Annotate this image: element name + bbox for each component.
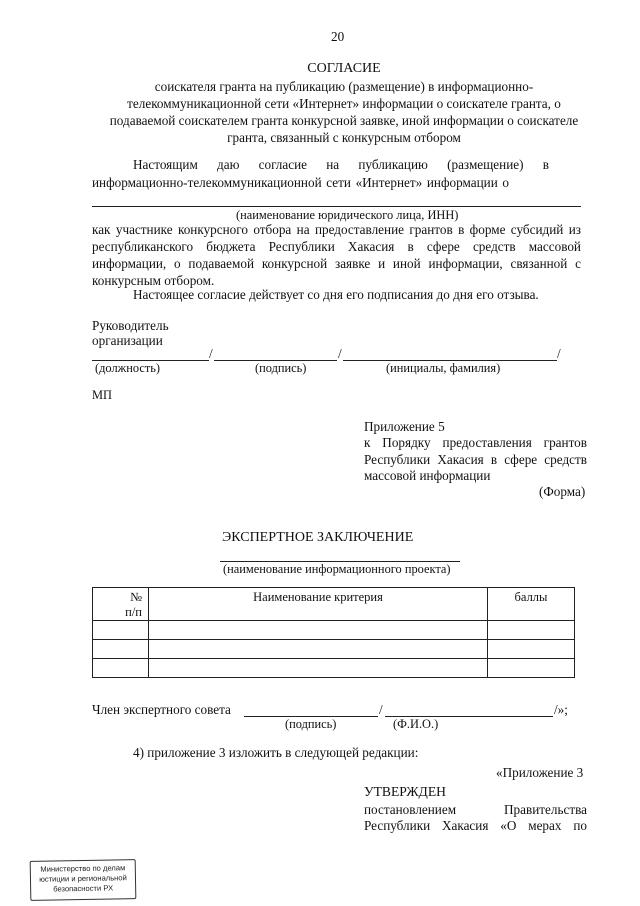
- amendment-text: 4) приложение 3 изложить в следующей редакции:: [133, 745, 419, 760]
- table-cell[interactable]: [488, 659, 575, 678]
- table-cell[interactable]: [149, 659, 488, 678]
- word: Республики: [364, 818, 431, 833]
- table-cell[interactable]: [488, 621, 575, 640]
- project-caption: (наименование информационного проекта): [223, 562, 451, 576]
- consent-body-line-2: информационно-телекоммуникационной сети «Интернет» информации о: [92, 175, 509, 190]
- table-cell[interactable]: [149, 640, 488, 659]
- member-label: Член экспертного совета: [92, 702, 231, 717]
- consent-subtitle-line-1: соискателя гранта на публикацию (размещение) в информационно-: [154, 79, 534, 94]
- table-row: [93, 621, 575, 640]
- table-cell[interactable]: [93, 621, 149, 640]
- appendix3-line-1: [364, 802, 587, 818]
- word: согласие: [258, 157, 308, 172]
- consent-subtitle-line-2: телекоммуникационной сети «Интернет» информации о соискателе гранта, о: [127, 96, 561, 111]
- word: Правительства: [504, 802, 587, 817]
- appendix3-line-2: [364, 818, 587, 834]
- table-cell[interactable]: [93, 640, 149, 659]
- word: (размещение): [447, 157, 524, 172]
- appendix5-form-label: (Форма): [539, 484, 586, 499]
- head-label-2: организации: [92, 333, 163, 348]
- consent-body-cont-line-4: конкурсным отбором.: [92, 273, 215, 288]
- closing-mark: /»;: [554, 702, 568, 717]
- consent-body-cont-line-3: информации, о подаваемой конкурсной заявке и иной информации, связанной с: [92, 256, 581, 271]
- table-row: [93, 640, 575, 659]
- seal-place-label: МП: [92, 388, 112, 402]
- separator: /: [338, 346, 342, 361]
- table-cell[interactable]: [149, 621, 488, 640]
- separator: /: [379, 702, 383, 717]
- word: на: [326, 157, 340, 172]
- caption-initials: (инициалы, фамилия): [386, 361, 501, 375]
- consent-body-cont-line-2: республиканского бюджета Республики Хакасия в сфере средств массовой: [92, 239, 581, 254]
- appendix5-line-1: к Порядку предоставления грантов: [364, 435, 587, 450]
- word: в: [542, 157, 549, 172]
- caption-position: (должность): [95, 361, 161, 375]
- ministry-stamp: [30, 859, 137, 901]
- expert-title: ЭКСПЕРТНОЕ ЗАКЛЮЧЕНИЕ: [222, 530, 414, 545]
- head-label-1: Руководитель: [92, 318, 169, 333]
- word: «О: [500, 818, 517, 833]
- caption-member-name: (Ф.И.О.): [393, 717, 439, 731]
- header-cell-criterion: Наименование критерия: [149, 588, 488, 621]
- appendix5-title: Приложение 5: [364, 419, 445, 434]
- caption-member-signature: (подпись): [285, 717, 337, 731]
- stamp-line-1: Министерство по делам: [40, 863, 126, 874]
- appendix3-title: «Приложение 3: [496, 765, 584, 780]
- consent-validity: Настоящее согласие действует со дня его подписания до дня его отзыва.: [133, 287, 539, 302]
- header-number-pp: п/п: [125, 605, 142, 619]
- consent-subtitle-line-4: гранта, связанный с конкурсным отбором: [227, 130, 461, 145]
- appendix5-line-3: массовой информации: [364, 468, 491, 483]
- table-row: [93, 659, 575, 678]
- legal-entity-caption: (наименование юридического лица, ИНН): [236, 208, 459, 222]
- table-cell[interactable]: [488, 640, 575, 659]
- criteria-table: [92, 587, 575, 678]
- legal-entity-blank-line[interactable]: [92, 206, 581, 207]
- page-number: 20: [331, 29, 345, 44]
- header-number-symbol: №: [130, 590, 142, 604]
- appendix3-approved: УТВЕРЖДЕН: [364, 784, 446, 799]
- caption-signature: (подпись): [255, 361, 307, 375]
- consent-title: СОГЛАСИЕ: [307, 61, 381, 76]
- header-cell-number: [93, 588, 149, 621]
- table-header-row: [93, 588, 575, 621]
- word: публикацию: [358, 157, 428, 172]
- separator: /: [557, 346, 561, 361]
- consent-body-line-1: [133, 157, 549, 173]
- word: даю: [217, 157, 240, 172]
- separator: /: [209, 346, 213, 361]
- stamp-line-2: юстиции и региональной: [39, 873, 127, 884]
- consent-subtitle-line-3: подаваемой соискателем гранта конкурсной заявке, иной информации о соискателе: [109, 113, 579, 128]
- consent-body-cont-line-1: как участнике конкурсного отбора на предоставление грантов в форме субсидий из: [92, 222, 581, 237]
- word: Хакасия: [442, 818, 489, 833]
- appendix5-line-2: Республики Хакасия в сфере средств: [364, 452, 587, 467]
- word: мерах: [528, 818, 562, 833]
- word: по: [573, 818, 587, 833]
- table-cell[interactable]: [93, 659, 149, 678]
- header-cell-points: баллы: [488, 588, 575, 621]
- word: Настоящим: [133, 157, 198, 172]
- stamp-line-3: безопасности РХ: [53, 883, 114, 894]
- word: постановлением: [364, 802, 457, 817]
